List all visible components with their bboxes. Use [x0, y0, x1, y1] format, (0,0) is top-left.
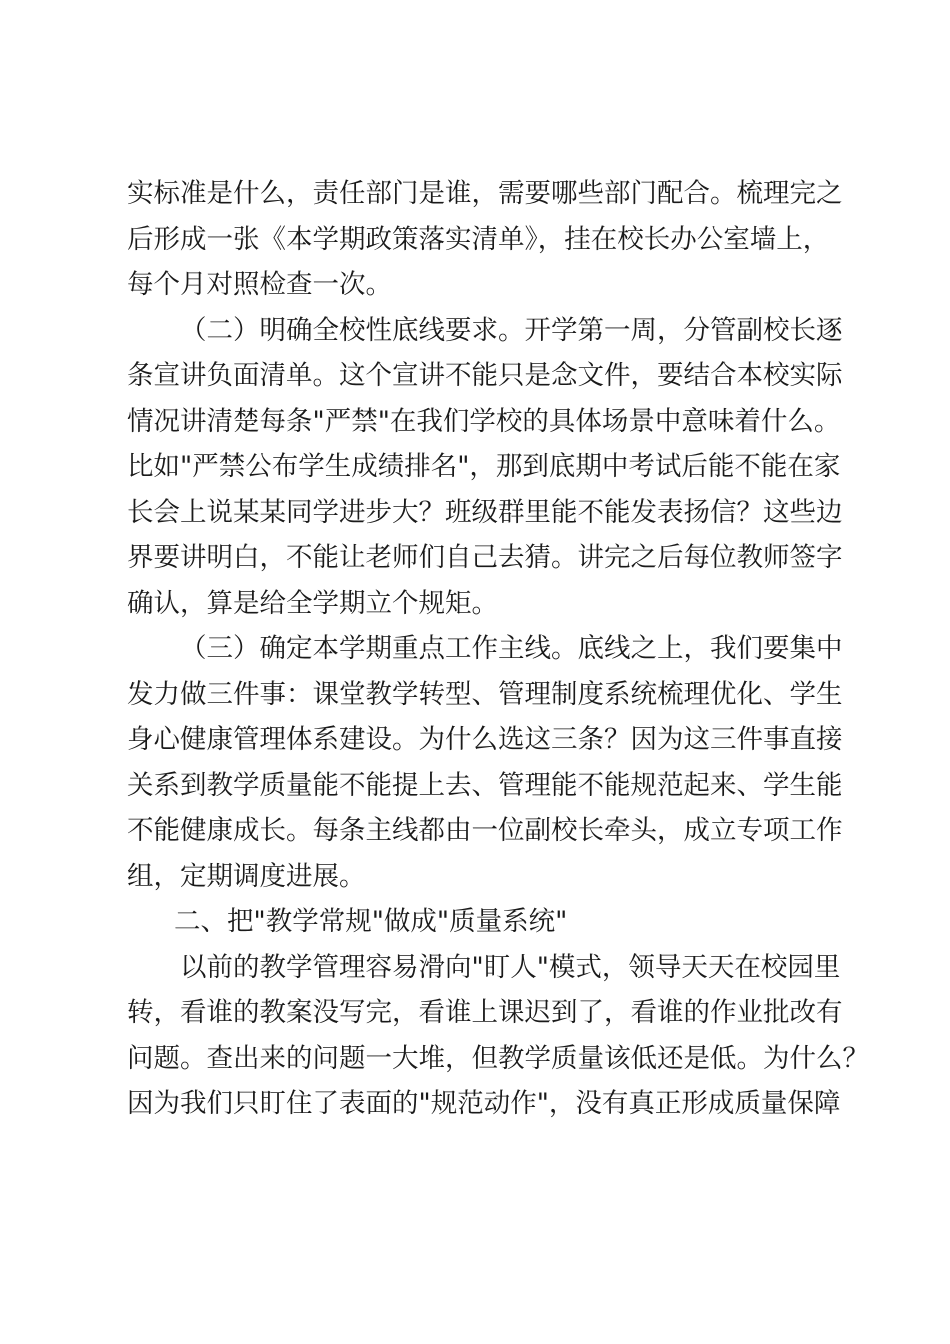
text-line: 以前的教学管理容易滑向"盯人"模式，领导天天在校园里: [180, 951, 841, 983]
text-line: 后形成一张《本学期政策落实清单》，挂在校长办公室墙上，: [127, 223, 830, 255]
document-body: [127, 171, 869, 1127]
text-line: 条宣讲负面清单。这个宣讲不能只是念文件，要结合本校实际: [127, 360, 843, 391]
text-line: 问题。查出来的问题一大堆，但教学质量该低还是低。为什么？: [127, 1042, 869, 1074]
text-line: 身心健康管理体系建设。为什么选这三条？因为这三件事直接: [127, 724, 843, 755]
text-line: 不能健康成长。每条主线都由一位副校长牵头，成立专项工作: [127, 815, 843, 846]
text-line: 发力做三件事：课堂教学转型、管理制度系统梳理优化、学生: [127, 678, 843, 710]
section-heading-line: （三）确定本学期重点工作主线。底线之上，我们要集中: [180, 633, 843, 664]
text-line: 组，定期调度进展。: [127, 860, 366, 892]
text-line: 每个月对照检查一次。: [127, 269, 392, 300]
section-heading-line: （二）明确全校性底线要求。开学第一周，分管副校长逐: [180, 314, 843, 346]
text-line: 关系到教学质量能不能提上去、管理能不能规范起来、学生能: [127, 769, 843, 801]
chapter-heading: 二、把"教学常规"做成"质量系统": [174, 906, 568, 937]
text-line: 确认，算是给全学期立个规矩。: [127, 587, 498, 619]
text-line: 界要讲明白，不能让老师们自己去猜。讲完之后每位教师签字: [127, 542, 843, 573]
text-line: 因为我们只盯住了表面的"规范动作"，没有真正形成质量保障: [127, 1088, 841, 1119]
text-line: 转，看谁的教案没写完，看谁上课迟到了，看谁的作业批改有: [127, 997, 843, 1028]
text-line: 比如"严禁公布学生成绩排名"，那到底期中考试后能不能在家: [127, 451, 841, 482]
text-line: 长会上说某某同学进步大？班级群里能不能发表扬信？这些边: [127, 496, 843, 528]
text-line: 实标准是什么，责任部门是谁，需要哪些部门配合。梳理完之: [127, 178, 843, 209]
text-line: 情况讲清楚每条"严禁"在我们学校的具体场景中意味着什么。: [127, 405, 841, 437]
